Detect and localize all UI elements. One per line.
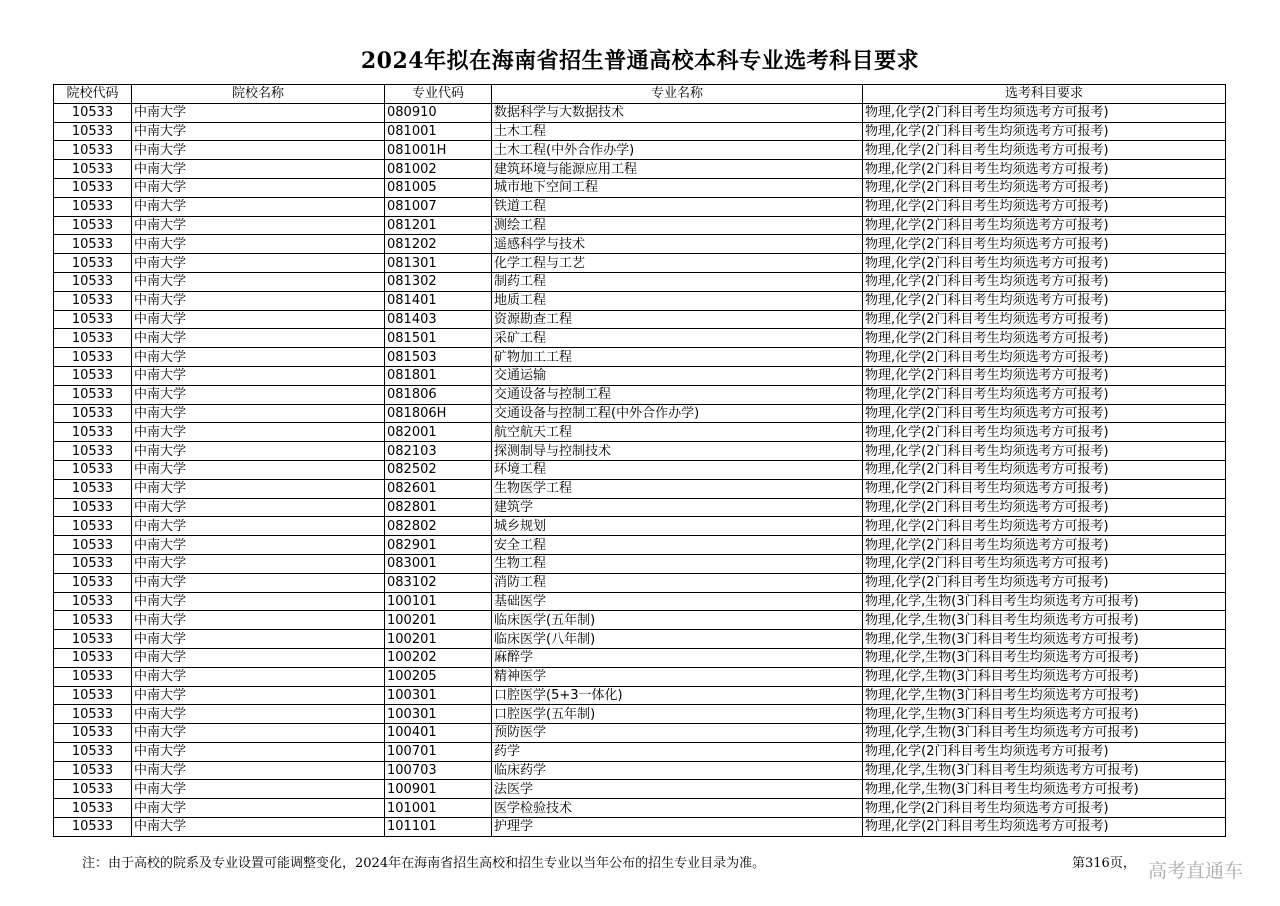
cell-major-name: 化学工程与工艺 — [492, 254, 863, 273]
cell-school-name: 中南大学 — [132, 404, 385, 423]
cell-school-name: 中南大学 — [132, 761, 385, 780]
cell-major-code: 081001H — [385, 141, 492, 160]
table-row — [54, 197, 1226, 216]
cell-major-code: 081301 — [385, 254, 492, 273]
cell-school-name: 中南大学 — [132, 122, 385, 141]
cell-subject-requirement: 物理,化学,生物(3门科目考生均须选考方可报考) — [863, 611, 1226, 630]
cell-subject-requirement: 物理,化学,生物(3门科目考生均须选考方可报考) — [863, 592, 1226, 611]
table-row — [54, 667, 1226, 686]
cell-school-code: 10533 — [54, 667, 132, 686]
cell-school-code: 10533 — [54, 160, 132, 179]
cell-major-code: 100703 — [385, 761, 492, 780]
cell-school-code: 10533 — [54, 254, 132, 273]
cell-major-name: 地质工程 — [492, 291, 863, 310]
table-row — [54, 818, 1226, 837]
table-row — [54, 442, 1226, 461]
cell-major-code: 100301 — [385, 686, 492, 705]
cell-subject-requirement: 物理,化学(2门科目考生均须选考方可报考) — [863, 423, 1226, 442]
page-number: 第316页， — [1072, 856, 1136, 871]
cell-major-code: 081005 — [385, 178, 492, 197]
cell-school-code: 10533 — [54, 705, 132, 724]
cell-major-name: 交通设备与控制工程 — [492, 385, 863, 404]
cell-school-code: 10533 — [54, 348, 132, 367]
cell-major-code: 080910 — [385, 103, 492, 122]
cell-school-code: 10533 — [54, 648, 132, 667]
cell-subject-requirement: 物理,化学(2门科目考生均须选考方可报考) — [863, 272, 1226, 291]
cell-school-name: 中南大学 — [132, 216, 385, 235]
cell-school-code: 10533 — [54, 611, 132, 630]
cell-school-code: 10533 — [54, 423, 132, 442]
cell-subject-requirement: 物理,化学(2门科目考生均须选考方可报考) — [863, 310, 1226, 329]
cell-school-code: 10533 — [54, 592, 132, 611]
cell-major-code: 081202 — [385, 235, 492, 254]
cell-subject-requirement: 物理,化学(2门科目考生均须选考方可报考) — [863, 479, 1226, 498]
cell-school-name: 中南大学 — [132, 197, 385, 216]
cell-subject-requirement: 物理,化学(2门科目考生均须选考方可报考) — [863, 348, 1226, 367]
cell-major-name: 建筑环境与能源应用工程 — [492, 160, 863, 179]
cell-major-code: 100301 — [385, 705, 492, 724]
cell-major-name: 生物医学工程 — [492, 479, 863, 498]
cell-major-code: 081501 — [385, 329, 492, 348]
table-row — [54, 310, 1226, 329]
cell-major-code: 083102 — [385, 573, 492, 592]
requirements-table — [53, 84, 1226, 837]
cell-school-name: 中南大学 — [132, 592, 385, 611]
cell-major-code: 100901 — [385, 780, 492, 799]
cell-major-code: 100201 — [385, 611, 492, 630]
cell-major-name: 土木工程(中外合作办学) — [492, 141, 863, 160]
cell-subject-requirement: 物理,化学(2门科目考生均须选考方可报考) — [863, 385, 1226, 404]
cell-school-name: 中南大学 — [132, 554, 385, 573]
table-row — [54, 160, 1226, 179]
table-row — [54, 122, 1226, 141]
cell-school-code: 10533 — [54, 536, 132, 555]
header-subject-requirement: 选考科目要求 — [863, 85, 1226, 104]
cell-major-code: 100202 — [385, 648, 492, 667]
cell-school-code: 10533 — [54, 291, 132, 310]
table-row — [54, 291, 1226, 310]
cell-school-name: 中南大学 — [132, 310, 385, 329]
cell-major-code: 081401 — [385, 291, 492, 310]
cell-school-code: 10533 — [54, 404, 132, 423]
table-row — [54, 611, 1226, 630]
table-row — [54, 423, 1226, 442]
cell-school-code: 10533 — [54, 178, 132, 197]
cell-school-name: 中南大学 — [132, 818, 385, 837]
cell-major-code: 100205 — [385, 667, 492, 686]
cell-school-code: 10533 — [54, 573, 132, 592]
cell-school-code: 10533 — [54, 517, 132, 536]
cell-major-code: 082901 — [385, 536, 492, 555]
table-row — [54, 272, 1226, 291]
cell-major-code: 082103 — [385, 442, 492, 461]
cell-school-name: 中南大学 — [132, 517, 385, 536]
cell-subject-requirement: 物理,化学(2门科目考生均须选考方可报考) — [863, 742, 1226, 761]
cell-school-code: 10533 — [54, 498, 132, 517]
cell-subject-requirement: 物理,化学(2门科目考生均须选考方可报考) — [863, 366, 1226, 385]
cell-major-name: 土木工程 — [492, 122, 863, 141]
cell-major-name: 临床药学 — [492, 761, 863, 780]
cell-subject-requirement: 物理,化学(2门科目考生均须选考方可报考) — [863, 442, 1226, 461]
header-major-code: 专业代码 — [385, 85, 492, 104]
cell-school-name: 中南大学 — [132, 780, 385, 799]
cell-subject-requirement: 物理,化学(2门科目考生均须选考方可报考) — [863, 160, 1226, 179]
cell-subject-requirement: 物理,化学(2门科目考生均须选考方可报考) — [863, 141, 1226, 160]
cell-major-code: 082801 — [385, 498, 492, 517]
cell-major-name: 消防工程 — [492, 573, 863, 592]
table-row — [54, 536, 1226, 555]
table-row — [54, 235, 1226, 254]
cell-subject-requirement: 物理,化学(2门科目考生均须选考方可报考) — [863, 404, 1226, 423]
cell-subject-requirement: 物理,化学,生物(3门科目考生均须选考方可报考) — [863, 686, 1226, 705]
cell-major-name: 麻醉学 — [492, 648, 863, 667]
table-row — [54, 178, 1226, 197]
cell-subject-requirement: 物理,化学(2门科目考生均须选考方可报考) — [863, 460, 1226, 479]
cell-school-code: 10533 — [54, 479, 132, 498]
cell-major-code: 081806H — [385, 404, 492, 423]
cell-major-name: 城乡规划 — [492, 517, 863, 536]
cell-major-name: 护理学 — [492, 818, 863, 837]
cell-major-name: 基础医学 — [492, 592, 863, 611]
table-row — [54, 479, 1226, 498]
cell-school-code: 10533 — [54, 103, 132, 122]
cell-subject-requirement: 物理,化学(2门科目考生均须选考方可报考) — [863, 329, 1226, 348]
cell-school-code: 10533 — [54, 122, 132, 141]
cell-subject-requirement: 物理,化学,生物(3门科目考生均须选考方可报考) — [863, 705, 1226, 724]
table-row — [54, 554, 1226, 573]
cell-school-name: 中南大学 — [132, 479, 385, 498]
cell-major-code: 081503 — [385, 348, 492, 367]
cell-school-name: 中南大学 — [132, 573, 385, 592]
cell-major-name: 遥感科学与技术 — [492, 235, 863, 254]
cell-school-name: 中南大学 — [132, 291, 385, 310]
cell-subject-requirement: 物理,化学(2门科目考生均须选考方可报考) — [863, 818, 1226, 837]
table-row — [54, 724, 1226, 743]
table-row — [54, 630, 1226, 649]
cell-major-code: 081007 — [385, 197, 492, 216]
cell-major-code: 100101 — [385, 592, 492, 611]
cell-major-name: 建筑学 — [492, 498, 863, 517]
cell-school-name: 中南大学 — [132, 460, 385, 479]
table-row — [54, 329, 1226, 348]
cell-school-name: 中南大学 — [132, 536, 385, 555]
cell-school-code: 10533 — [54, 742, 132, 761]
table-row — [54, 705, 1226, 724]
cell-subject-requirement: 物理,化学(2门科目考生均须选考方可报考) — [863, 254, 1226, 273]
cell-major-name: 预防医学 — [492, 724, 863, 743]
cell-subject-requirement: 物理,化学(2门科目考生均须选考方可报考) — [863, 554, 1226, 573]
cell-major-code: 100201 — [385, 630, 492, 649]
cell-subject-requirement: 物理,化学(2门科目考生均须选考方可报考) — [863, 235, 1226, 254]
cell-subject-requirement: 物理,化学(2门科目考生均须选考方可报考) — [863, 103, 1226, 122]
cell-school-name: 中南大学 — [132, 799, 385, 818]
cell-subject-requirement: 物理,化学(2门科目考生均须选考方可报考) — [863, 498, 1226, 517]
cell-school-name: 中南大学 — [132, 348, 385, 367]
table-row — [54, 254, 1226, 273]
cell-school-name: 中南大学 — [132, 648, 385, 667]
cell-major-name: 临床医学(八年制) — [492, 630, 863, 649]
cell-subject-requirement: 物理,化学,生物(3门科目考生均须选考方可报考) — [863, 724, 1226, 743]
table-header-row — [54, 85, 1226, 104]
table-body — [54, 103, 1226, 836]
table-row — [54, 366, 1226, 385]
table-row — [54, 348, 1226, 367]
cell-major-name: 安全工程 — [492, 536, 863, 555]
cell-major-name: 采矿工程 — [492, 329, 863, 348]
header-school-code: 院校代码 — [54, 85, 132, 104]
cell-school-name: 中南大学 — [132, 630, 385, 649]
table-row — [54, 648, 1226, 667]
cell-subject-requirement: 物理,化学,生物(3门科目考生均须选考方可报考) — [863, 761, 1226, 780]
table-row — [54, 460, 1226, 479]
cell-major-code: 081201 — [385, 216, 492, 235]
table-row — [54, 385, 1226, 404]
table-row — [54, 761, 1226, 780]
cell-major-name: 制药工程 — [492, 272, 863, 291]
cell-school-name: 中南大学 — [132, 442, 385, 461]
cell-subject-requirement: 物理,化学,生物(3门科目考生均须选考方可报考) — [863, 648, 1226, 667]
table-row — [54, 498, 1226, 517]
cell-school-name: 中南大学 — [132, 141, 385, 160]
cell-school-code: 10533 — [54, 141, 132, 160]
cell-major-code: 082601 — [385, 479, 492, 498]
cell-major-name: 环境工程 — [492, 460, 863, 479]
cell-major-name: 城市地下空间工程 — [492, 178, 863, 197]
cell-major-name: 航空航天工程 — [492, 423, 863, 442]
cell-subject-requirement: 物理,化学(2门科目考生均须选考方可报考) — [863, 573, 1226, 592]
cell-school-code: 10533 — [54, 818, 132, 837]
header-major-name: 专业名称 — [492, 85, 863, 104]
cell-major-code: 083001 — [385, 554, 492, 573]
cell-major-name: 探测制导与控制技术 — [492, 442, 863, 461]
cell-school-code: 10533 — [54, 686, 132, 705]
cell-school-code: 10533 — [54, 272, 132, 291]
table-row — [54, 573, 1226, 592]
page-title: 2024年拟在海南省招生普通高校本科专业选考科目要求 — [360, 48, 920, 74]
cell-school-name: 中南大学 — [132, 611, 385, 630]
table-row — [54, 780, 1226, 799]
table-row — [54, 686, 1226, 705]
cell-school-code: 10533 — [54, 761, 132, 780]
table-row — [54, 103, 1226, 122]
table-row — [54, 592, 1226, 611]
cell-school-name: 中南大学 — [132, 160, 385, 179]
cell-subject-requirement: 物理,化学(2门科目考生均须选考方可报考) — [863, 197, 1226, 216]
cell-major-code: 082802 — [385, 517, 492, 536]
cell-major-code: 081002 — [385, 160, 492, 179]
cell-subject-requirement: 物理,化学(2门科目考生均须选考方可报考) — [863, 799, 1226, 818]
cell-major-code: 082502 — [385, 460, 492, 479]
cell-school-name: 中南大学 — [132, 385, 385, 404]
cell-school-name: 中南大学 — [132, 178, 385, 197]
cell-major-name: 测绘工程 — [492, 216, 863, 235]
cell-major-name: 医学检验技术 — [492, 799, 863, 818]
cell-major-code: 081806 — [385, 385, 492, 404]
cell-school-code: 10533 — [54, 197, 132, 216]
cell-school-name: 中南大学 — [132, 742, 385, 761]
table-row — [54, 141, 1226, 160]
table-row — [54, 742, 1226, 761]
cell-school-name: 中南大学 — [132, 235, 385, 254]
cell-subject-requirement: 物理,化学,生物(3门科目考生均须选考方可报考) — [863, 780, 1226, 799]
cell-school-name: 中南大学 — [132, 254, 385, 273]
cell-school-code: 10533 — [54, 780, 132, 799]
cell-school-name: 中南大学 — [132, 686, 385, 705]
cell-major-name: 临床医学(五年制) — [492, 611, 863, 630]
cell-school-name: 中南大学 — [132, 498, 385, 517]
cell-major-name: 法医学 — [492, 780, 863, 799]
table-row — [54, 799, 1226, 818]
cell-school-code: 10533 — [54, 554, 132, 573]
cell-major-code: 101001 — [385, 799, 492, 818]
cell-major-name: 资源勘查工程 — [492, 310, 863, 329]
cell-subject-requirement: 物理,化学(2门科目考生均须选考方可报考) — [863, 291, 1226, 310]
cell-major-name: 数据科学与大数据技术 — [492, 103, 863, 122]
table-row — [54, 404, 1226, 423]
cell-subject-requirement: 物理,化学(2门科目考生均须选考方可报考) — [863, 536, 1226, 555]
cell-major-code: 081001 — [385, 122, 492, 141]
cell-school-name: 中南大学 — [132, 705, 385, 724]
cell-school-name: 中南大学 — [132, 103, 385, 122]
table-row — [54, 517, 1226, 536]
cell-major-name: 口腔医学(5+3一体化) — [492, 686, 863, 705]
cell-major-name: 交通设备与控制工程(中外合作办学) — [492, 404, 863, 423]
cell-school-name: 中南大学 — [132, 423, 385, 442]
cell-major-name: 生物工程 — [492, 554, 863, 573]
cell-school-code: 10533 — [54, 216, 132, 235]
cell-major-code: 100401 — [385, 724, 492, 743]
cell-major-name: 药学 — [492, 742, 863, 761]
cell-major-code: 081403 — [385, 310, 492, 329]
cell-school-code: 10533 — [54, 329, 132, 348]
cell-school-code: 10533 — [54, 799, 132, 818]
cell-subject-requirement: 物理,化学,生物(3门科目考生均须选考方可报考) — [863, 667, 1226, 686]
cell-school-code: 10533 — [54, 366, 132, 385]
cell-major-name: 铁道工程 — [492, 197, 863, 216]
cell-major-name: 精神医学 — [492, 667, 863, 686]
cell-major-name: 交通运输 — [492, 366, 863, 385]
watermark: 高考直通车 — [1148, 860, 1244, 882]
cell-major-name: 矿物加工工程 — [492, 348, 863, 367]
cell-major-code: 082001 — [385, 423, 492, 442]
cell-subject-requirement: 物理,化学,生物(3门科目考生均须选考方可报考) — [863, 630, 1226, 649]
cell-major-name: 口腔医学(五年制) — [492, 705, 863, 724]
footnote: 注：由于高校的院系及专业设置可能调整变化，2024年在海南省招生高校和招生专业以当年公布的招生专业目录为准。 — [82, 856, 766, 871]
cell-school-name: 中南大学 — [132, 329, 385, 348]
cell-school-code: 10533 — [54, 385, 132, 404]
cell-school-code: 10533 — [54, 235, 132, 254]
cell-school-name: 中南大学 — [132, 272, 385, 291]
cell-school-code: 10533 — [54, 460, 132, 479]
cell-school-name: 中南大学 — [132, 724, 385, 743]
header-school-name: 院校名称 — [132, 85, 385, 104]
cell-major-code: 100701 — [385, 742, 492, 761]
cell-major-code: 081302 — [385, 272, 492, 291]
cell-school-code: 10533 — [54, 310, 132, 329]
cell-school-code: 10533 — [54, 724, 132, 743]
cell-subject-requirement: 物理,化学(2门科目考生均须选考方可报考) — [863, 517, 1226, 536]
cell-school-name: 中南大学 — [132, 366, 385, 385]
table-row — [54, 216, 1226, 235]
cell-school-code: 10533 — [54, 630, 132, 649]
cell-subject-requirement: 物理,化学(2门科目考生均须选考方可报考) — [863, 178, 1226, 197]
cell-subject-requirement: 物理,化学(2门科目考生均须选考方可报考) — [863, 122, 1226, 141]
cell-school-code: 10533 — [54, 442, 132, 461]
cell-subject-requirement: 物理,化学(2门科目考生均须选考方可报考) — [863, 216, 1226, 235]
cell-major-code: 101101 — [385, 818, 492, 837]
cell-major-code: 081801 — [385, 366, 492, 385]
cell-school-name: 中南大学 — [132, 667, 385, 686]
